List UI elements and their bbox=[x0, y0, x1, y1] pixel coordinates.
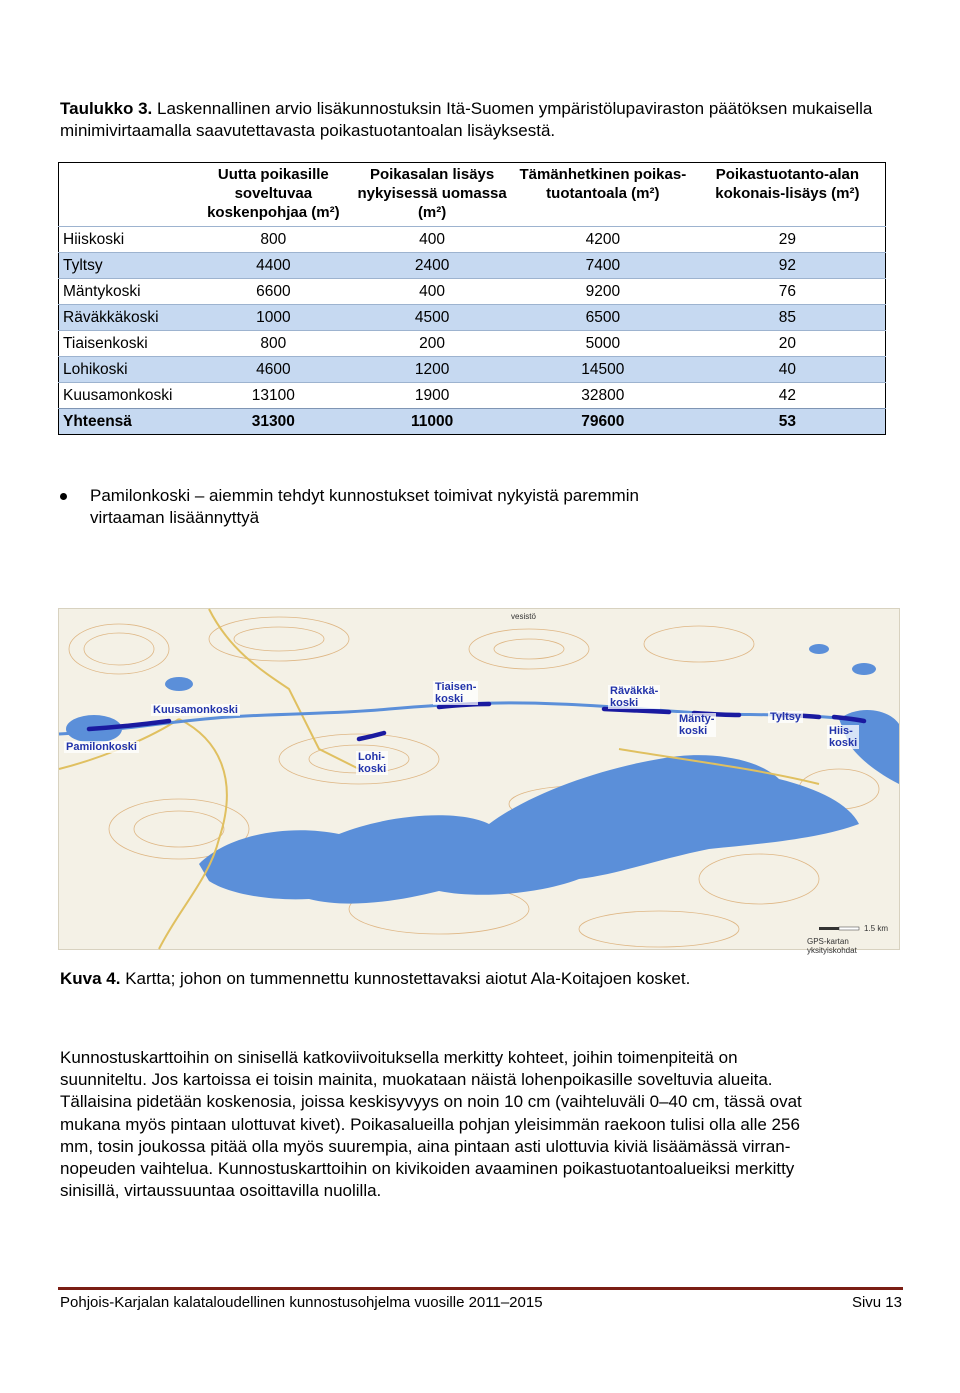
table-total-row bbox=[59, 409, 886, 435]
map-label-line: koski bbox=[679, 725, 708, 737]
table-caption-label: Taulukko 3. bbox=[60, 99, 153, 118]
table-header-row bbox=[59, 163, 886, 227]
table-caption bbox=[60, 98, 900, 142]
table-cell: 6500 bbox=[516, 305, 690, 331]
table-cell: 1200 bbox=[348, 357, 516, 383]
table-cell: 2400 bbox=[348, 253, 516, 279]
table-header-cell: Poikastuotanto-alan kokonais-lisäys (m²) bbox=[690, 163, 886, 227]
table-cell: 1900 bbox=[348, 383, 516, 409]
table-cell: 200 bbox=[348, 331, 516, 357]
figure-caption bbox=[60, 968, 690, 990]
map-label-tiaisenkoski bbox=[433, 681, 478, 705]
table-cell: 53 bbox=[690, 409, 886, 435]
table-cell: 9200 bbox=[516, 279, 690, 305]
table-cell: 14500 bbox=[516, 357, 690, 383]
map-label-line: Mänty- bbox=[679, 713, 715, 725]
bullet-dot-icon bbox=[60, 493, 67, 500]
table-cell: 4600 bbox=[198, 357, 348, 383]
body-line: mm, tosin joukossa pitää olla myös suurempia, aina pintaan asti ulottuvia kiviä lisäämässä virran- bbox=[60, 1136, 791, 1156]
body-line: Kunnostuskarttoihin on sinisellä katkoviivoituksella merkitty kohteet, joihin toimenpiteitä on bbox=[60, 1048, 738, 1067]
table-row bbox=[59, 227, 886, 253]
map-label-lohikoski bbox=[356, 751, 388, 775]
table-cell: 5000 bbox=[516, 331, 690, 357]
table-cell: 31300 bbox=[198, 409, 348, 435]
map-graphic bbox=[59, 609, 899, 949]
table-cell: 400 bbox=[348, 279, 516, 305]
table-cell: 6600 bbox=[198, 279, 348, 305]
table-cell: 11000 bbox=[348, 409, 516, 435]
map-label-line: koski bbox=[358, 763, 387, 775]
table-header-cell: Poikasalan lisäys nykyisessä uomassa (m²) bbox=[348, 163, 516, 227]
map-label-ravakkakoski bbox=[608, 685, 660, 709]
table-row bbox=[59, 279, 886, 305]
map-label-line: Tiaisen- bbox=[435, 681, 477, 693]
map-label-line: Lohi- bbox=[358, 751, 385, 763]
map-label-kuusamonkoski: Kuusamonkoski bbox=[153, 704, 238, 716]
table-cell: Lohikoski bbox=[59, 357, 199, 383]
table-row bbox=[59, 305, 886, 331]
table-cell: 13100 bbox=[198, 383, 348, 409]
table-cell: Tiaisenkoski bbox=[59, 331, 199, 357]
map-label-line: koski bbox=[435, 693, 464, 705]
map-label-line: Räväkkä- bbox=[610, 685, 659, 697]
map-label-line: koski bbox=[610, 697, 639, 709]
table-cell: 4400 bbox=[198, 253, 348, 279]
table-cell: Mäntykoski bbox=[59, 279, 199, 305]
bullet-item bbox=[60, 485, 760, 529]
map-credit: GPS-kartan yksityiskohdat bbox=[807, 937, 857, 955]
map-vesisto-label: vesistö bbox=[511, 612, 536, 621]
table-cell: 1000 bbox=[198, 305, 348, 331]
map-label-line: koski bbox=[829, 737, 858, 749]
table-cell: 29 bbox=[690, 227, 886, 253]
table-cell: 800 bbox=[198, 331, 348, 357]
body-line: sinisillä, virtaussuuntaa osoittavilla nuolilla. bbox=[60, 1181, 382, 1201]
table-cell: 4200 bbox=[516, 227, 690, 253]
table-cell: Kuusamonkoski bbox=[59, 383, 199, 409]
figure-caption-text: Kartta; johon on tummennettu kunnostettavaksi aiotut Ala-Koitajoen kosket. bbox=[120, 969, 691, 988]
table-cell: 400 bbox=[348, 227, 516, 253]
data-table bbox=[58, 162, 886, 435]
rapid-ravakkakoski bbox=[604, 709, 669, 712]
page-number: Sivu 13 bbox=[851, 1294, 902, 1311]
bullet-text-line: Pamilonkoski – aiemmin tehdyt kunnostukset toimivat nykyistä paremmin bbox=[90, 486, 639, 505]
table-cell: 79600 bbox=[516, 409, 690, 435]
table-cell: 40 bbox=[690, 357, 886, 383]
figure-caption-label: Kuva 4. bbox=[60, 969, 121, 988]
body-line: Tällaisina pidetään koskenosia, joissa keskisyvyys on noin 10 cm (vaihteluväli 0–40 cm, tässä ovat bbox=[60, 1092, 802, 1112]
map-label-mantykoski bbox=[677, 713, 716, 737]
table-cell: 20 bbox=[690, 331, 886, 357]
table-cell: 42 bbox=[690, 383, 886, 409]
table-cell: 32800 bbox=[516, 383, 690, 409]
table-row bbox=[59, 331, 886, 357]
map-label-line: Hiis- bbox=[829, 725, 853, 737]
map-scale-label: 1.5 km bbox=[864, 924, 889, 933]
table-caption-text: Laskennallinen arvio lisäkunnostuksin Itä-Suomen ympäristölupaviraston päätöksen mukaisella minimivirtaamalla saavutettavasta poikastuotantoalan lisäyksestä. bbox=[60, 99, 873, 140]
table-cell: 7400 bbox=[516, 253, 690, 279]
map-label-pamilonkoski: Pamilonkoski bbox=[66, 741, 137, 753]
bullet-text-line: virtaaman lisäännyttyä bbox=[90, 508, 260, 527]
table-cell: 85 bbox=[690, 305, 886, 331]
body-line: nopeuden vaihtelua. Kunnostuskarttoihin on kivikoiden avaaminen poikastuotantoalueiksi merkitty bbox=[60, 1159, 795, 1179]
table-row bbox=[59, 253, 886, 279]
table-row bbox=[59, 357, 886, 383]
footer-title: Pohjois-Karjalan kalataloudellinen kunnostusohjelma vuosille 2011–2015 bbox=[60, 1294, 543, 1311]
table-header-cell bbox=[59, 163, 199, 227]
body-paragraph bbox=[60, 1047, 900, 1202]
map-label-hiiskoski bbox=[827, 725, 859, 749]
table-cell: 76 bbox=[690, 279, 886, 305]
table-cell: 800 bbox=[198, 227, 348, 253]
river-map bbox=[58, 608, 900, 955]
table-cell: Tyltsy bbox=[59, 253, 199, 279]
table-row bbox=[59, 383, 886, 409]
table-cell: Yhteensä bbox=[59, 409, 199, 435]
footer-rule bbox=[58, 1287, 903, 1290]
table-cell: 92 bbox=[690, 253, 886, 279]
table-header-cell: Uutta poikasille soveltuvaa koskenpohjaa (m²) bbox=[198, 163, 348, 227]
table-header-cell: Tämänhetkinen poikas-tuotantoala (m²) bbox=[516, 163, 690, 227]
body-line: suunniteltu. Jos kartoissa ei toisin mainita, muokataan näistä lohenpoikasille soveltuvia alueita. bbox=[60, 1070, 773, 1090]
body-line: mukana myös pintaan ulottuvat kivet). Poikasalueilla pohjan yleisimmän raekoon tulisi olla alle 256 bbox=[60, 1114, 800, 1134]
table-cell: Hiiskoski bbox=[59, 227, 199, 253]
map-label-tyltsy: Tyltsy bbox=[770, 711, 801, 723]
table-cell: Räväkkäkoski bbox=[59, 305, 199, 331]
table-cell: 4500 bbox=[348, 305, 516, 331]
scale-bar bbox=[819, 927, 859, 930]
